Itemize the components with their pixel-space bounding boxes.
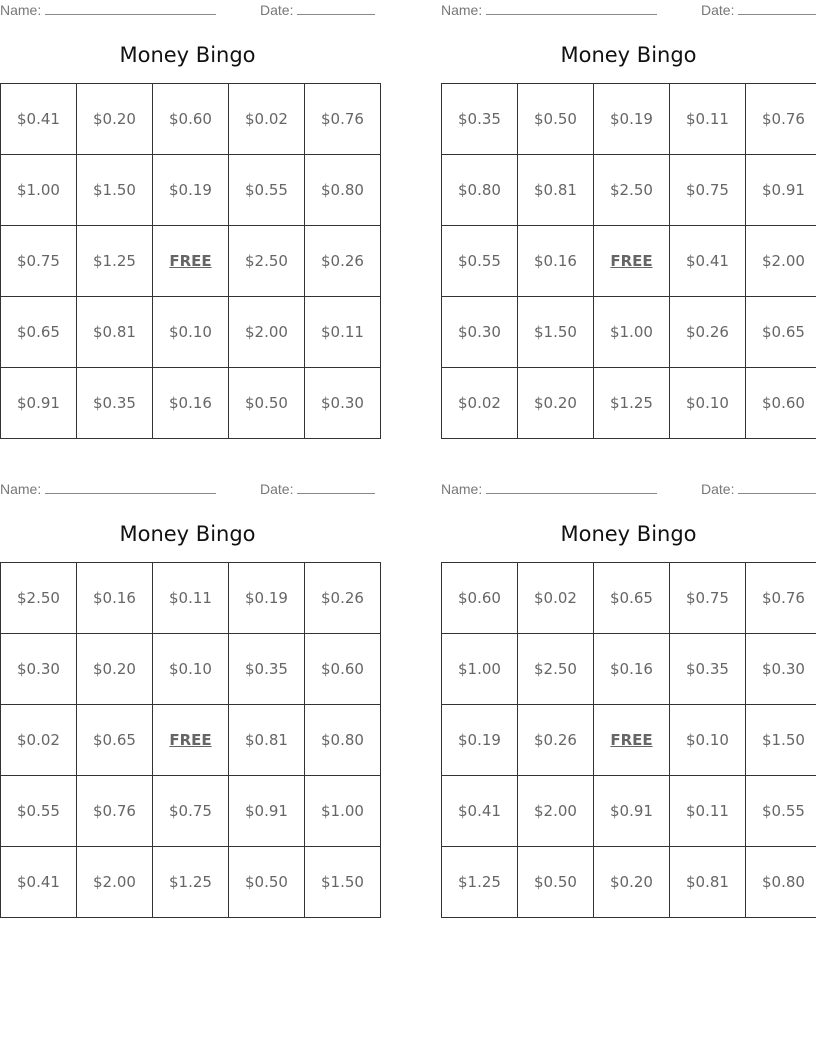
bingo-cell[interactable]: $0.35 (229, 634, 305, 705)
bingo-cell[interactable]: $2.50 (229, 226, 305, 297)
bingo-card (441, 479, 816, 914)
bingo-cell[interactable]: $0.81 (77, 297, 153, 368)
bingo-row (442, 297, 816, 368)
bingo-cell[interactable]: $2.00 (746, 226, 816, 297)
bingo-grid (441, 562, 816, 918)
date-field[interactable] (701, 2, 816, 19)
free-space-cell[interactable]: FREE (594, 705, 670, 776)
date-blank-line[interactable] (297, 2, 375, 15)
bingo-card (0, 479, 375, 914)
date-blank-line[interactable] (738, 2, 816, 15)
bingo-row (442, 847, 816, 918)
bingo-card (441, 0, 816, 435)
bingo-cell[interactable]: $0.30 (1, 634, 77, 705)
bingo-cell[interactable]: $0.80 (305, 155, 381, 226)
bingo-row (1, 776, 381, 847)
bingo-row (1, 847, 381, 918)
bingo-cell[interactable]: $0.41 (1, 847, 77, 918)
bingo-cell[interactable]: $0.91 (594, 776, 670, 847)
bingo-cell[interactable]: $1.00 (442, 634, 518, 705)
bingo-row (1, 368, 381, 439)
bingo-cell[interactable]: $0.76 (305, 84, 381, 155)
date-field[interactable] (260, 481, 375, 498)
bingo-cell[interactable]: $1.50 (518, 297, 594, 368)
bingo-cell[interactable]: $0.55 (1, 776, 77, 847)
name-blank-line[interactable] (45, 2, 216, 15)
card-title: Money Bingo (119, 522, 256, 546)
bingo-cell[interactable]: $0.19 (229, 563, 305, 634)
bingo-grid (0, 562, 381, 918)
bingo-cell[interactable]: $0.16 (77, 563, 153, 634)
bingo-cell[interactable]: $0.20 (77, 634, 153, 705)
bingo-cell[interactable]: $1.50 (746, 705, 816, 776)
bingo-cell[interactable]: $0.26 (670, 297, 746, 368)
name-field[interactable] (0, 2, 216, 19)
bingo-cell[interactable]: $0.30 (305, 368, 381, 439)
bingo-cell[interactable]: $0.20 (77, 84, 153, 155)
card-title: Money Bingo (119, 43, 256, 67)
name-blank-line[interactable] (486, 2, 657, 15)
bingo-cell[interactable]: $2.00 (518, 776, 594, 847)
free-space-cell[interactable]: FREE (153, 705, 229, 776)
bingo-cell[interactable]: $0.76 (746, 84, 816, 155)
bingo-cell[interactable]: $1.00 (594, 297, 670, 368)
bingo-row (442, 776, 816, 847)
name-field[interactable] (441, 481, 657, 498)
bingo-cell[interactable]: $0.20 (594, 847, 670, 918)
bingo-cell[interactable]: $0.41 (1, 84, 77, 155)
bingo-row (1, 84, 381, 155)
bingo-cell[interactable]: $0.75 (1, 226, 77, 297)
bingo-cell[interactable]: $0.20 (518, 368, 594, 439)
bingo-grid (441, 83, 816, 439)
date-label: Date: (260, 2, 294, 18)
bingo-cell[interactable]: $0.76 (77, 776, 153, 847)
bingo-cell[interactable]: $0.81 (518, 155, 594, 226)
bingo-cell[interactable]: $0.16 (594, 634, 670, 705)
free-space-cell[interactable]: FREE (594, 226, 670, 297)
bingo-cell[interactable]: $0.02 (518, 563, 594, 634)
bingo-cell[interactable]: $0.80 (746, 847, 816, 918)
bingo-cell[interactable]: $0.30 (746, 634, 816, 705)
date-label: Date: (701, 2, 735, 18)
bingo-cell[interactable]: $0.50 (229, 847, 305, 918)
bingo-cell[interactable]: $0.26 (305, 563, 381, 634)
name-label: Name: (0, 481, 42, 497)
bingo-cell[interactable]: $0.16 (153, 368, 229, 439)
bingo-cell[interactable]: $0.41 (670, 226, 746, 297)
bingo-cell[interactable]: $1.50 (77, 155, 153, 226)
bingo-row (442, 563, 816, 634)
bingo-cell[interactable]: $0.16 (518, 226, 594, 297)
bingo-cell[interactable]: $0.11 (670, 84, 746, 155)
bingo-cell[interactable]: $1.25 (442, 847, 518, 918)
bingo-row (442, 368, 816, 439)
bingo-row (442, 705, 816, 776)
bingo-cell[interactable]: $0.80 (305, 705, 381, 776)
bingo-cell[interactable]: $0.02 (1, 705, 77, 776)
bingo-cell[interactable]: $0.50 (518, 84, 594, 155)
bingo-cell[interactable]: $0.02 (229, 84, 305, 155)
free-space-cell[interactable]: FREE (153, 226, 229, 297)
card-title: Money Bingo (560, 43, 697, 67)
name-blank-line[interactable] (486, 481, 657, 494)
bingo-cell[interactable]: $0.35 (442, 84, 518, 155)
bingo-cell[interactable]: $0.81 (670, 847, 746, 918)
card-title: Money Bingo (560, 522, 697, 546)
date-blank-line[interactable] (297, 481, 375, 494)
bingo-cell[interactable]: $0.10 (670, 705, 746, 776)
bingo-cell[interactable]: $0.50 (518, 847, 594, 918)
bingo-cell[interactable]: $0.65 (594, 563, 670, 634)
bingo-row (1, 297, 381, 368)
name-label: Name: (441, 481, 483, 497)
bingo-cell[interactable]: $0.65 (746, 297, 816, 368)
bingo-cell[interactable]: $0.55 (746, 776, 816, 847)
bingo-cell[interactable]: $0.91 (229, 776, 305, 847)
bingo-cell[interactable]: $0.11 (305, 297, 381, 368)
bingo-cell[interactable]: $0.10 (153, 297, 229, 368)
bingo-cell[interactable]: $0.50 (229, 368, 305, 439)
bingo-cell[interactable]: $0.35 (670, 634, 746, 705)
bingo-cell[interactable]: $0.81 (229, 705, 305, 776)
bingo-cell[interactable]: $2.00 (229, 297, 305, 368)
bingo-cell[interactable]: $0.10 (153, 634, 229, 705)
name-field[interactable] (441, 2, 657, 19)
bingo-cell[interactable]: $1.25 (594, 368, 670, 439)
bingo-row (442, 226, 816, 297)
bingo-cell[interactable]: $0.75 (153, 776, 229, 847)
bingo-cell[interactable]: $0.55 (442, 226, 518, 297)
bingo-cell[interactable]: $1.25 (77, 226, 153, 297)
bingo-cell[interactable]: $0.60 (442, 563, 518, 634)
bingo-cell[interactable]: $0.60 (305, 634, 381, 705)
date-label: Date: (260, 481, 294, 497)
bingo-cell[interactable]: $0.91 (746, 155, 816, 226)
bingo-row (1, 705, 381, 776)
date-field[interactable] (701, 481, 816, 498)
name-label: Name: (441, 2, 483, 18)
bingo-cell[interactable]: $1.25 (153, 847, 229, 918)
bingo-cell[interactable]: $0.30 (442, 297, 518, 368)
bingo-cell[interactable]: $0.91 (1, 368, 77, 439)
bingo-cell[interactable]: $0.19 (153, 155, 229, 226)
name-field[interactable] (0, 481, 216, 498)
bingo-cell[interactable]: $0.11 (670, 776, 746, 847)
bingo-cell[interactable]: $1.50 (305, 847, 381, 918)
bingo-cell[interactable]: $0.11 (153, 563, 229, 634)
bingo-row (442, 634, 816, 705)
name-label: Name: (0, 2, 42, 18)
bingo-cell[interactable]: $0.26 (305, 226, 381, 297)
bingo-cell[interactable]: $1.00 (1, 155, 77, 226)
bingo-cell[interactable]: $0.80 (442, 155, 518, 226)
name-blank-line[interactable] (45, 481, 216, 494)
bingo-cell[interactable]: $0.65 (1, 297, 77, 368)
bingo-cell[interactable]: $2.50 (518, 634, 594, 705)
bingo-row (1, 226, 381, 297)
date-label: Date: (701, 481, 735, 497)
bingo-row (442, 84, 816, 155)
bingo-cell[interactable]: $0.35 (77, 368, 153, 439)
bingo-cell[interactable]: $2.50 (594, 155, 670, 226)
bingo-row (442, 155, 816, 226)
bingo-cell[interactable]: $0.60 (153, 84, 229, 155)
bingo-cell[interactable]: $2.50 (1, 563, 77, 634)
bingo-cell[interactable]: $0.19 (594, 84, 670, 155)
bingo-grid (0, 83, 381, 439)
bingo-row (1, 155, 381, 226)
bingo-cell[interactable]: $0.65 (77, 705, 153, 776)
date-blank-line[interactable] (738, 481, 816, 494)
bingo-cell[interactable]: $0.10 (670, 368, 746, 439)
bingo-cell[interactable]: $2.00 (77, 847, 153, 918)
bingo-cell[interactable]: $0.55 (229, 155, 305, 226)
bingo-card (0, 0, 375, 435)
bingo-cell[interactable]: $0.75 (670, 155, 746, 226)
bingo-cell[interactable]: $0.60 (746, 368, 816, 439)
bingo-cell[interactable]: $1.00 (305, 776, 381, 847)
bingo-row (1, 563, 381, 634)
bingo-cell[interactable]: $0.76 (746, 563, 816, 634)
bingo-cell[interactable]: $0.41 (442, 776, 518, 847)
bingo-cell[interactable]: $0.02 (442, 368, 518, 439)
bingo-cell[interactable]: $0.26 (518, 705, 594, 776)
date-field[interactable] (260, 2, 375, 19)
bingo-cell[interactable]: $0.19 (442, 705, 518, 776)
bingo-row (1, 634, 381, 705)
bingo-cell[interactable]: $0.75 (670, 563, 746, 634)
